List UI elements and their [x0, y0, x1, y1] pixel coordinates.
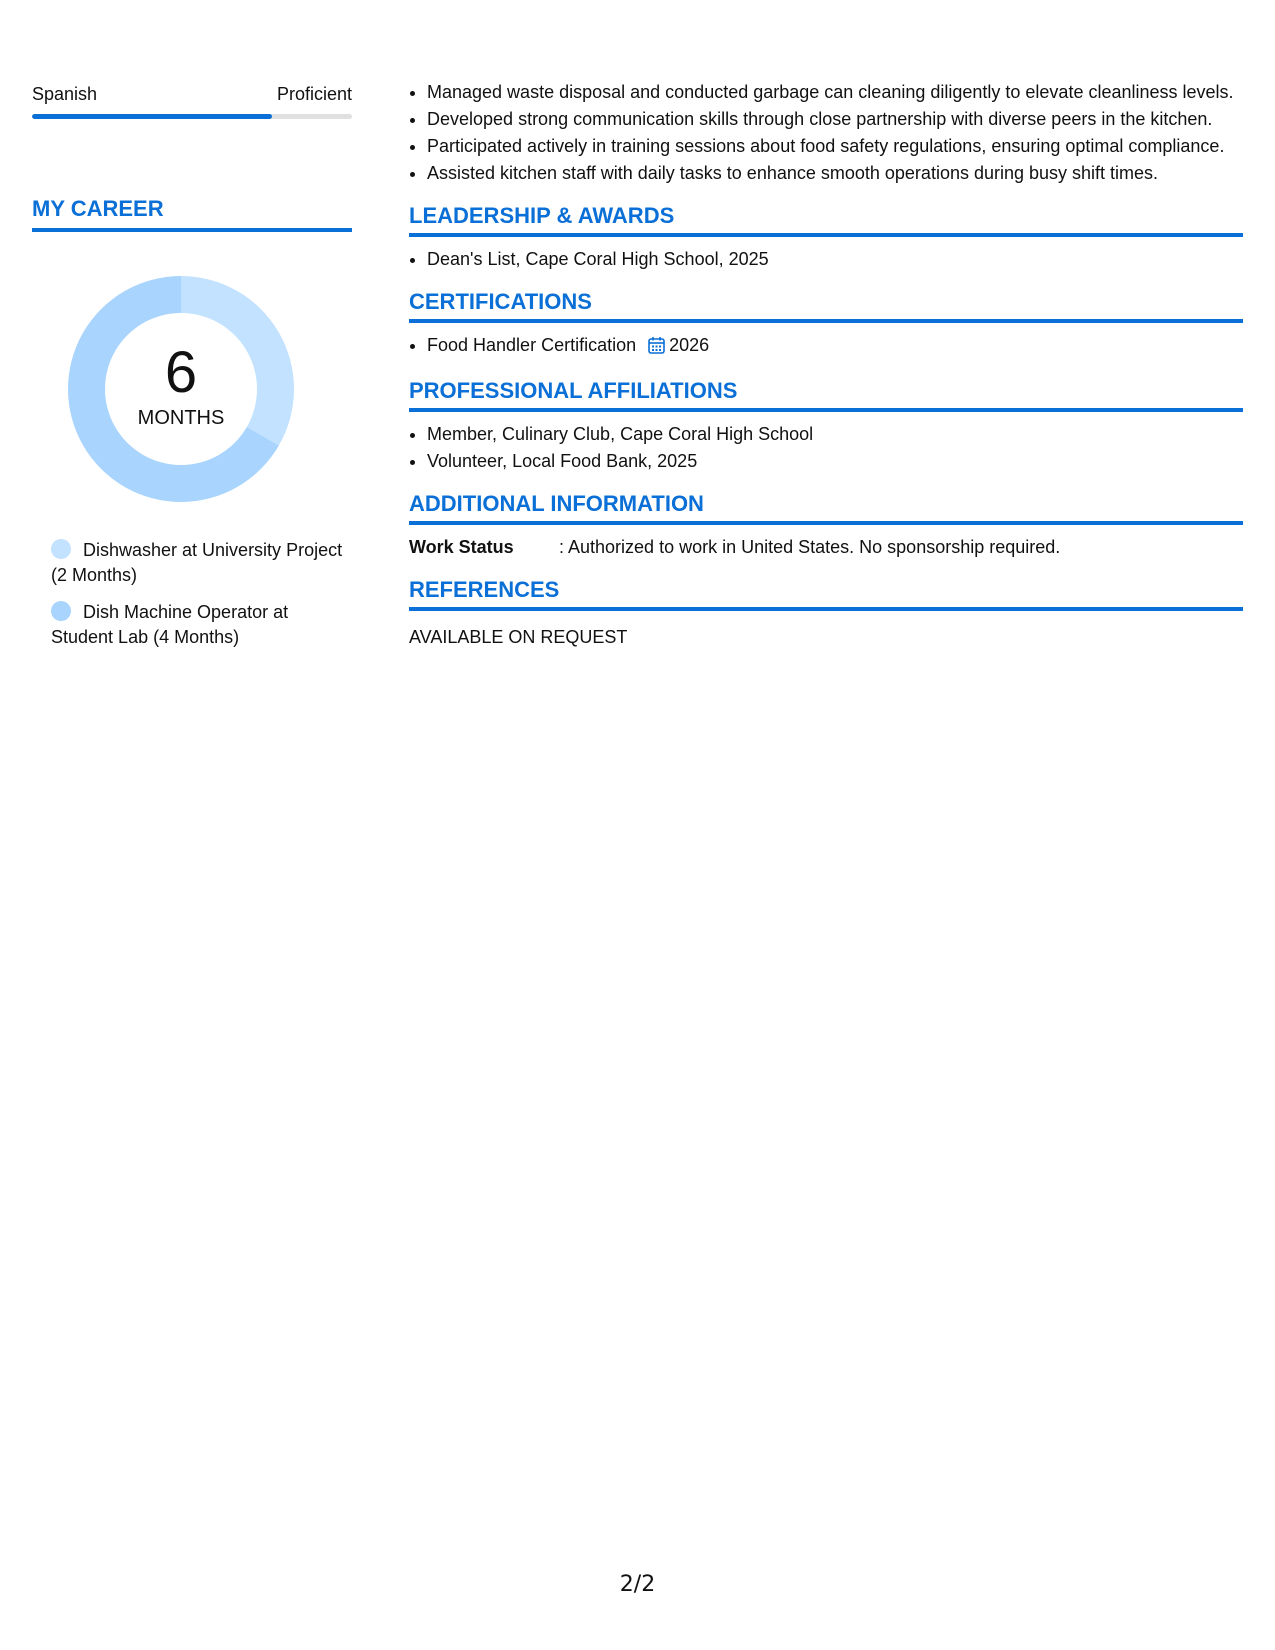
certifications-list — [409, 333, 1243, 360]
certification-name: Food Handler Certification — [427, 335, 637, 355]
work-status-label: Work Status — [409, 537, 514, 557]
career-total-unit: MONTHS — [137, 407, 225, 429]
language-proficiency-fill — [32, 114, 272, 119]
additional-info-heading: ADDITIONAL INFORMATION — [409, 489, 1243, 525]
legend-dot-icon — [51, 601, 71, 621]
language-proficiency-bar — [32, 114, 352, 119]
career-total-value: 6 — [164, 340, 198, 405]
language-level: Proficient — [276, 84, 352, 104]
legend-label: Dishwasher at University Project (2 Months) — [51, 540, 343, 585]
list-item: • Developed strong communication skills through close partnership with diverse peers in the kitchen. — [427, 107, 1243, 131]
list-item: • Assisted kitchen staff with daily tasks to enhance smooth operations during busy shift times. — [427, 161, 1243, 185]
certifications-heading: CERTIFICATIONS — [409, 287, 1243, 323]
work-status-value: : Authorized to work in United States. No sponsorship required. — [559, 537, 1061, 557]
left-column — [32, 80, 352, 662]
references-heading: REFERENCES — [409, 575, 1243, 611]
list-item — [427, 333, 1243, 360]
leadership-heading: LEADERSHIP & AWARDS — [409, 201, 1243, 237]
calendar-icon — [648, 336, 665, 360]
list-item: • Dean's List, Cape Coral High School, 2025 — [427, 247, 1243, 271]
leadership-list — [409, 247, 1243, 271]
affiliations-list — [409, 422, 1243, 473]
certification-year: 2026 — [669, 335, 710, 355]
list-item: • Member, Culinary Club, Cape Coral High School — [427, 422, 1243, 446]
legend-item — [51, 600, 351, 650]
page-number: 2/2 — [619, 1572, 656, 1597]
experience-bullets — [409, 80, 1243, 185]
language-name: Spanish — [32, 84, 98, 104]
legend-item — [51, 538, 351, 588]
work-status-row — [409, 535, 1243, 559]
career-donut-chart — [66, 274, 296, 504]
list-item: • Volunteer, Local Food Bank, 2025 — [427, 449, 1243, 473]
language-row — [32, 80, 352, 108]
career-legend — [51, 538, 351, 650]
references-text: AVAILABLE ON REQUEST — [409, 627, 628, 647]
list-item: • Participated actively in training sessions about food safety regulations, ensuring optimal compliance. — [427, 134, 1243, 158]
career-heading: MY CAREER — [32, 194, 352, 232]
donut-center — [66, 274, 296, 504]
affiliations-heading: PROFESSIONAL AFFILIATIONS — [409, 376, 1243, 412]
list-item: • Managed waste disposal and conducted garbage can cleaning diligently to elevate cleanliness levels. — [427, 80, 1243, 104]
right-column — [409, 80, 1243, 649]
legend-label: Dish Machine Operator at Student Lab (4 Months) — [51, 602, 289, 647]
legend-dot-icon — [51, 539, 71, 559]
